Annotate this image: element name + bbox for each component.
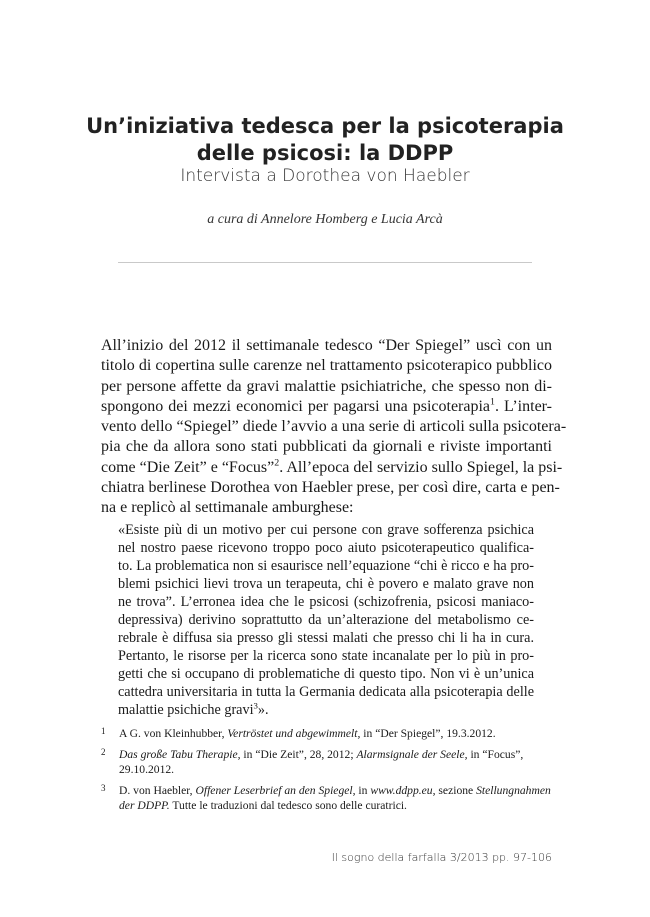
footnote-text: in “Der Spiegel”, 19.3.2012. — [360, 727, 496, 740]
body-line: na e replicò al settimanale amburghese: — [101, 499, 354, 517]
body-line — [101, 397, 552, 417]
footnote-number: 1 — [101, 726, 106, 736]
quote-line: depressiva) derivino soprattutto da un’alterazione del metabolismo ce- — [118, 612, 534, 628]
footnote-text: in — [355, 783, 371, 797]
quote-line — [118, 701, 534, 719]
footnote-text: sezione — [435, 783, 477, 797]
footnote-title: Vertröstet und abgewimmelt, — [227, 727, 361, 740]
footnote-1 — [101, 726, 561, 742]
footnote-text: Tutte le traduzioni dal tedesco sono delle curatrici. — [169, 799, 407, 812]
page-footer: Il sogno della farfalla 3/2013 pp. 97-106 — [331, 851, 552, 864]
block-quote — [118, 521, 534, 719]
body-line: All’inizio del 2012 il settimanale tedesco “Der Spiegel” uscì con un — [101, 337, 552, 354]
footnotes — [101, 726, 561, 819]
title-divider — [118, 262, 532, 263]
quote-line: rebrale è diffusa sia presso gli stessi malati che presso chi li ha in cura. — [118, 630, 534, 646]
footnote-text: D. von Haebler, — [119, 783, 196, 797]
title-line-1: Un’iniziativa tedesca per la psicoterapia — [86, 114, 564, 138]
footnote-title: Alarmsignale der Seele, — [356, 747, 468, 761]
body-line-text: . All’epoca del servizio sullo Spiegel, la psi- — [279, 458, 563, 476]
quote-line: Pertanto, le risorse per la ricerca sono state incanalate per lo più in pro- — [118, 648, 534, 664]
quote-line: ne trova”. L’erronea idea che le psicosi (schizofrenia, psicosi maniaco- — [118, 594, 534, 610]
footnote-text: A G. von Kleinhubber, — [119, 727, 228, 740]
quote-line: «Esiste più di un motivo per cui persone con grave sofferenza psichica — [118, 522, 534, 538]
footnote-number: 3 — [101, 782, 106, 793]
footnote-text: in “Die Zeit”, 28, 2012; — [240, 747, 357, 761]
footnote-title: Das große Tabu Therapie, — [119, 747, 241, 761]
footnote-ref-3[interactable]: 3 — [253, 700, 258, 711]
quote-line-text: ». — [257, 702, 269, 718]
body-line — [101, 457, 563, 478]
footnote-link[interactable]: www.ddpp.eu, — [370, 783, 436, 797]
article-subtitle: Intervista a Dorothea von Haebler — [180, 166, 470, 186]
body-line: pia che da allora sono stati pubblicati da giornali e riviste importanti — [101, 438, 552, 456]
body-line-text: . L’inter- — [494, 397, 552, 415]
footnote-3 — [101, 783, 561, 814]
footnote-title: Stellungnahmen der DDPP. — [119, 783, 551, 812]
article-title — [60, 113, 590, 167]
footnote-title: Offener Leserbrief an den Spiegel, — [195, 783, 356, 797]
body-line-text: spongono dei mezzi economici per pagarsi una psicoterapia — [101, 397, 491, 415]
body-line-text: come “Die Zeit” e “Focus” — [101, 458, 275, 476]
footnote-2 — [101, 747, 561, 778]
quote-line: getti che si occupano di problematiche di questo tipo. Non vi è un’unica — [118, 666, 534, 682]
quote-line: blemi psichici lievi trova un terapeuta, chi è povero e malato grave non — [118, 576, 534, 592]
body-line: chiatra berlinese Dorothea von Haebler prese, per così dire, carta e pen- — [101, 479, 560, 497]
footnote-ref-2[interactable]: 2 — [274, 457, 280, 469]
quote-line-text: malattie psichiche gravi — [118, 702, 254, 718]
quote-line: nel nostro paese ricevono troppo poco aiuto psicoterapeutico qualifica- — [118, 540, 534, 556]
body-paragraph — [101, 336, 567, 519]
body-line: per persone affette da gravi malattie psichiatriche, che spesso non di- — [101, 377, 552, 395]
body-line: vento dello “Spiegel” diede l’avvio a una serie di articoli sulla psicotera- — [101, 418, 567, 436]
quote-line: cattedra universitaria in tutta la Germania dedicata alla psicoterapia delle — [118, 684, 534, 700]
body-line: titolo di copertina sulle carenze nel trattamento psicoterapico pubblico — [101, 357, 552, 375]
footnote-text: in “Focus”, 29.10.2012. — [119, 747, 524, 776]
footnote-number: 2 — [101, 746, 106, 757]
quote-line: to. La problematica non si esaurisce nell’equazione “chi è ricco e ha pro- — [118, 558, 534, 574]
title-line-2: delle psicosi: la DDPP — [196, 141, 454, 165]
editors-line: a cura di Annelore Homberg e Lucia Arcà — [207, 212, 443, 227]
footnote-ref-1[interactable]: 1 — [490, 396, 495, 408]
